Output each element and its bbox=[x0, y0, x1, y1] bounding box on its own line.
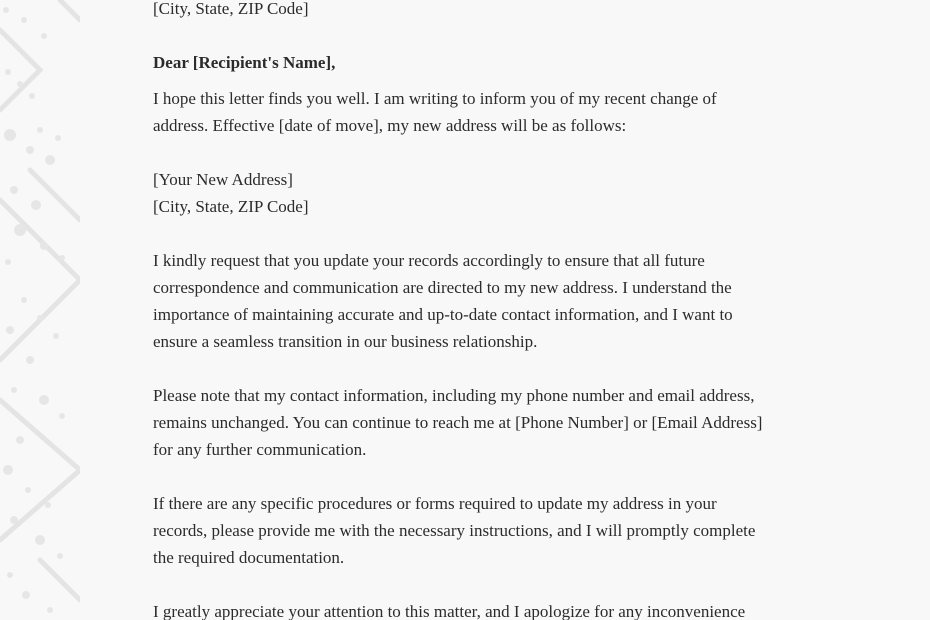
paragraph-line: I hope this letter finds you well. I am writing to inform you of my recent change of bbox=[153, 89, 717, 108]
pattern-dot bbox=[26, 356, 34, 364]
pattern-dot bbox=[59, 413, 65, 419]
new-city-line: [City, State, ZIP Code] bbox=[153, 197, 309, 216]
procedures-paragraph bbox=[153, 490, 853, 571]
pattern-dot bbox=[26, 146, 34, 154]
pattern-dot bbox=[10, 516, 18, 524]
paragraph-line: remains unchanged. You can continue to reach me at [Phone Number] or [Email Address] bbox=[153, 413, 763, 432]
zigzag-line bbox=[30, 170, 80, 220]
letter-body bbox=[153, 0, 853, 620]
pattern-dot bbox=[59, 255, 65, 261]
contact-note-paragraph bbox=[153, 382, 853, 463]
paragraph-line: importance of maintaining accurate and up-to-date contact information, and I want to bbox=[153, 305, 733, 324]
pattern-dot bbox=[22, 591, 30, 599]
pattern-dot bbox=[3, 7, 9, 13]
pattern-dot bbox=[25, 487, 31, 493]
pattern-dot bbox=[5, 259, 11, 265]
pattern-dot bbox=[37, 127, 43, 133]
pattern-dot bbox=[37, 315, 43, 321]
pattern-dot bbox=[11, 387, 17, 393]
pattern-dot bbox=[6, 326, 14, 334]
salutation: Dear [Recipient's Name], bbox=[153, 53, 336, 72]
pattern-dot bbox=[57, 553, 63, 559]
pattern-dot bbox=[14, 224, 26, 236]
pattern-dot bbox=[47, 607, 53, 613]
paragraph-line: correspondence and communication are directed to my new address. I understand the bbox=[153, 278, 732, 297]
zigzag-line bbox=[0, 200, 80, 360]
paragraph-line: ensure a seamless transition in our business relationship. bbox=[153, 332, 538, 351]
paragraph-line: If there are any specific procedures or forms required to update my address in your bbox=[153, 494, 717, 513]
pattern-dot bbox=[21, 297, 27, 303]
paragraph-line: address. Effective [date of move], my new address will be as follows: bbox=[153, 116, 627, 135]
pattern-dot bbox=[21, 17, 27, 23]
paragraph-line: I kindly request that you update your records accordingly to ensure that all future bbox=[153, 251, 705, 270]
decorative-margin-pattern bbox=[0, 0, 80, 620]
paragraph-line: I greatly appreciate your attention to this matter, and I apologize for any inconvenience bbox=[153, 602, 746, 620]
pattern-dot bbox=[5, 69, 11, 75]
pattern-dot bbox=[4, 129, 16, 141]
pattern-dot bbox=[40, 242, 48, 250]
pattern-dot bbox=[3, 465, 13, 475]
paragraph-line: Please note that my contact information, including my phone number and email address, bbox=[153, 386, 755, 405]
paragraph-line: records, please provide me with the necessary instructions, and I will promptly complete bbox=[153, 521, 756, 540]
closing-paragraph bbox=[153, 598, 853, 620]
sender-city-line: [City, State, ZIP Code] bbox=[153, 0, 309, 18]
pattern-dot bbox=[55, 135, 61, 141]
pattern-dot bbox=[16, 436, 24, 444]
pattern-dot bbox=[29, 93, 35, 99]
zigzag-line bbox=[60, 0, 80, 20]
paragraph-line: for any further communication. bbox=[153, 440, 367, 459]
paragraph-line: the required documentation. bbox=[153, 548, 345, 567]
pattern-dot bbox=[45, 155, 55, 165]
pattern-dot bbox=[7, 572, 13, 578]
request-paragraph bbox=[153, 247, 853, 355]
new-address-line: [Your New Address] bbox=[153, 170, 293, 189]
pattern-dot bbox=[39, 395, 49, 405]
pattern-dot bbox=[41, 33, 47, 39]
pattern-dot bbox=[53, 333, 59, 339]
zigzag-line bbox=[40, 560, 80, 600]
new-address-block bbox=[153, 166, 853, 220]
pattern-dot bbox=[45, 502, 51, 508]
pattern-dot bbox=[31, 200, 41, 210]
pattern-dot bbox=[17, 81, 23, 87]
pattern-dot bbox=[35, 535, 45, 545]
pattern-dot bbox=[10, 186, 18, 194]
intro-paragraph bbox=[153, 85, 853, 139]
